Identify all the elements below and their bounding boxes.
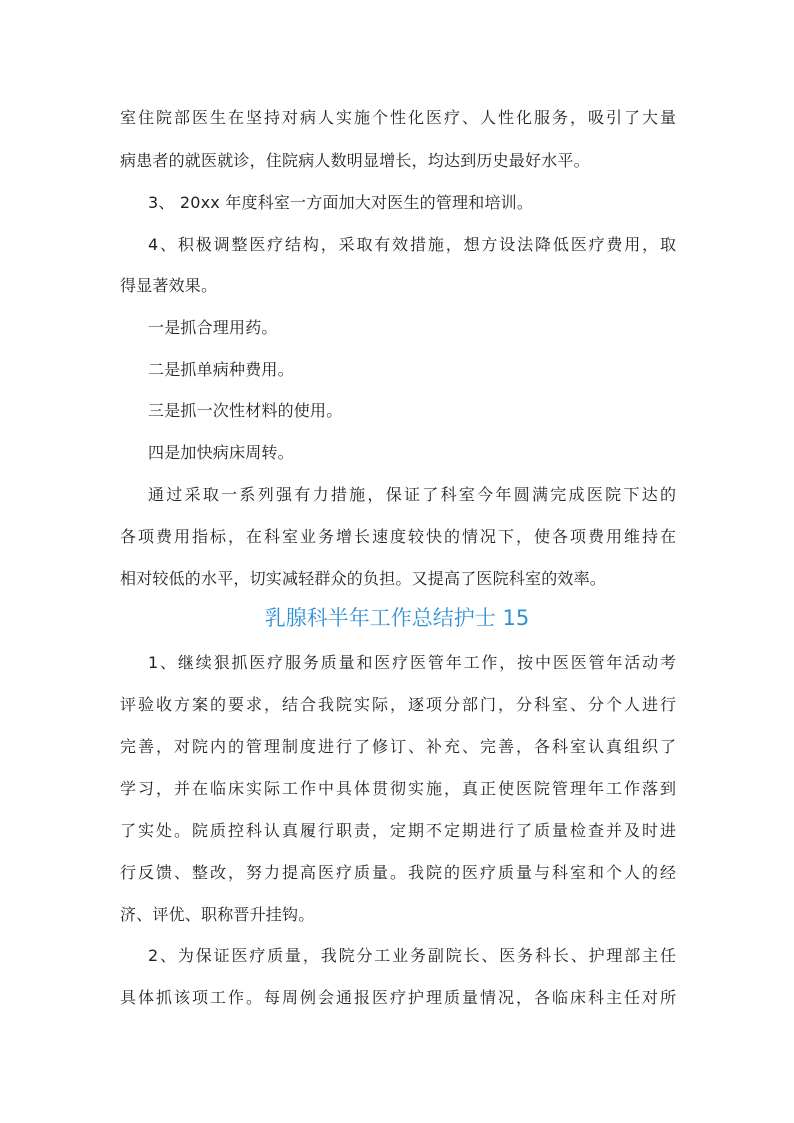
paragraph-line: 4、积极调整医疗结构，采取有效措施，想方设法降低医疗费用，取 (148, 235, 676, 254)
paragraph-line: 具体抓该项工作。每周例会通报医疗护理质量情况，各临床科主任对所 (120, 988, 676, 1007)
paragraph-line: 学习，并在临床实际工作中具体贯彻实施，真正使医院管理年工作落到 (120, 779, 676, 798)
paragraph-line: 得显著效果。 (120, 276, 218, 295)
paragraph-line: 3、 20xx 年度科室一方面加大对医生的管理和培训。 (148, 193, 534, 212)
paragraph-line: 2、为保证医疗质量，我院分工业务副院长、医务科长、护理部主任 (148, 946, 676, 965)
list-item: 四是加快病床周转。 (148, 443, 294, 462)
paragraph-line: 行反馈、整改，努力提高医疗质量。我院的医疗质量与科室和个人的经 (120, 863, 676, 882)
paragraph-line: 相对较低的水平，切实减轻群众的负担。又提高了医院科室的效率。 (120, 569, 607, 588)
list-item: 一是抓合理用药。 (148, 318, 278, 337)
paragraph-line: 了实处。院质控科认真履行职责，定期不定期进行了质量检查并及时进 (120, 821, 676, 840)
list-item: 二是抓单病种费用。 (148, 360, 294, 379)
paragraph-line: 病患者的就医就诊，住院病人数明显增长，均达到历史最好水平。 (120, 151, 590, 170)
paragraph-line: 评验收方案的要求，结合我院实际，逐项分部门，分科室、分个人进行 (120, 695, 676, 714)
paragraph-line: 室住院部医生在坚持对病人实施个性化医疗、人性化服务，吸引了大量 (120, 108, 676, 127)
paragraph-line: 完善，对院内的管理制度进行了修订、补充、完善，各科室认真组织了 (120, 737, 676, 756)
list-item: 三是抓一次性材料的使用。 (148, 401, 343, 420)
section-heading: 乳腺科半年工作总结护士 15 (264, 606, 530, 630)
paragraph-line: 济、评优、职称晋升挂钩。 (120, 905, 315, 924)
paragraph-line: 各项费用指标，在科室业务增长速度较快的情况下，使各项费用维持在 (120, 527, 676, 546)
paragraph-line: 1、继续狠抓医疗服务质量和医疗医管年工作，按中医医管年活动考 (148, 653, 676, 672)
paragraph-line: 通过采取一系列强有力措施，保证了科室今年圆满完成医院下达的 (148, 485, 676, 504)
